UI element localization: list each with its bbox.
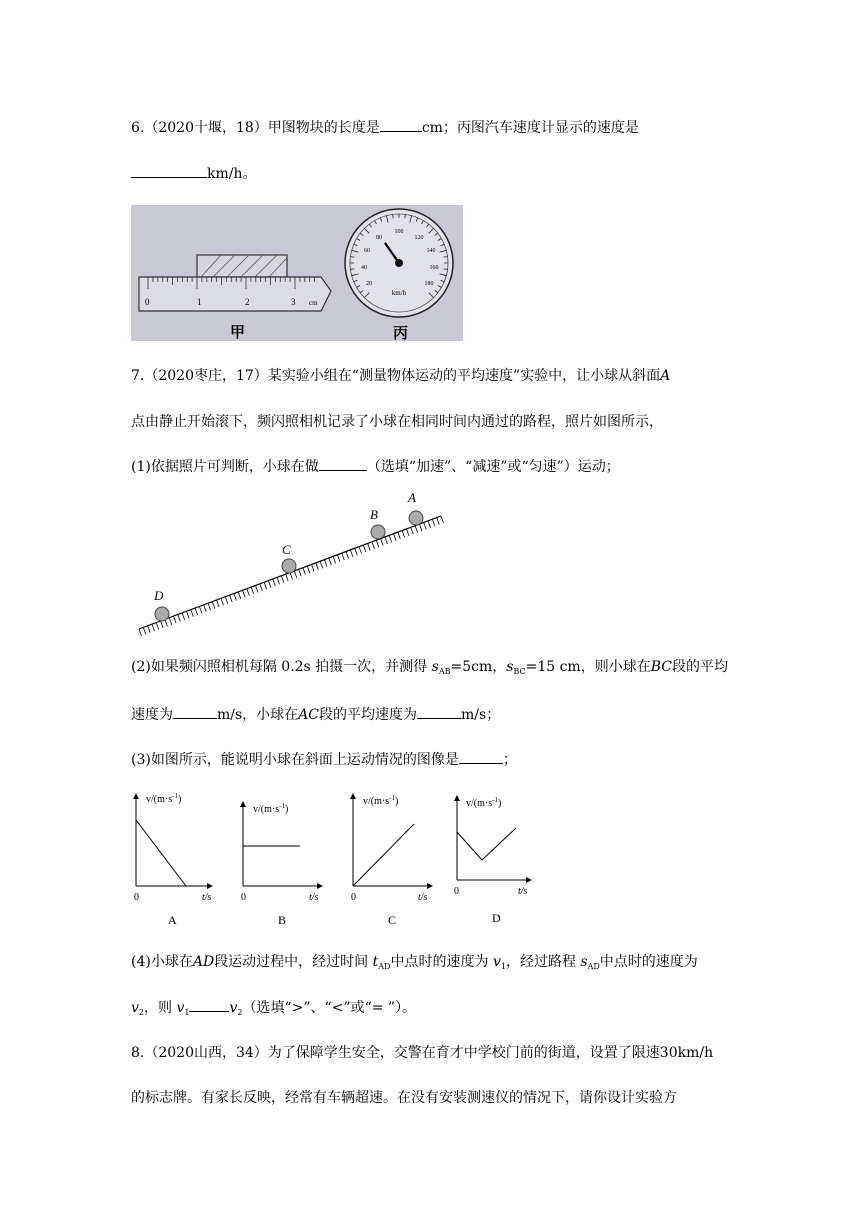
hatch-mark (195, 608, 198, 615)
hatch-mark (389, 535, 392, 542)
incline-hatching (139, 516, 444, 636)
hatch-mark (437, 518, 440, 525)
hatch-mark (376, 540, 379, 547)
gauge-tick (405, 214, 406, 218)
svg-text:0: 0 (351, 892, 356, 903)
hatch-mark (225, 597, 228, 604)
needle-hub (395, 259, 403, 267)
graph-a-letter: A (168, 913, 177, 927)
hatch-mark (394, 534, 397, 541)
hatch-mark (441, 516, 444, 523)
svg-text:0: 0 (454, 886, 459, 897)
hatch-mark (139, 629, 142, 636)
hatch-mark (152, 624, 155, 631)
hatch-mark (221, 598, 224, 605)
hatch-mark (329, 558, 332, 565)
hatch-mark (212, 602, 215, 609)
q7-part4-line-1: (4)小球在AD段运动过程中，经过时间 $t_{AD}$中点时的速度为 $v_1$，经过路程 $s_{AD}$中点时的速度为 (131, 954, 698, 971)
graph-b (241, 802, 322, 927)
hatch-mark (342, 553, 345, 560)
hatch-mark (419, 524, 422, 531)
ball-d (155, 607, 169, 621)
graph-c-letter: C (388, 913, 397, 927)
hatch-mark (398, 532, 401, 539)
hatch-mark (432, 519, 435, 526)
speedometer-unit: km/h (391, 289, 407, 297)
graph-d-line (457, 828, 516, 860)
answer-blank[interactable] (131, 163, 207, 178)
svg-text:140: 140 (426, 248, 436, 254)
hatch-mark (372, 542, 375, 549)
ruler-label-1: 1 (197, 297, 202, 307)
svg-text:v/(m·s-1): $v/(m\cdot s^{-1})$ (466, 796, 502, 809)
svg-text:0: 0 (134, 892, 139, 903)
svg-text:0: 0 (241, 892, 246, 903)
graph-d (454, 796, 531, 925)
hatch-mark (174, 616, 177, 623)
q7-line-2: 点由静止开始滚下，频闪照相机记录了小球在相同时间内通过的路程，照片如图所示， (131, 414, 663, 430)
q7-line-1: 7.（2020枣庄，17）某实验小组在“测量物体运动的平均速度”实验中，让小球从斜面A (131, 368, 671, 384)
hatch-mark (156, 623, 159, 630)
graph-c (351, 794, 432, 927)
hatch-mark (186, 611, 189, 618)
incline-figure (131, 486, 449, 644)
svg-text:v/(m·s-1): $v/(m\cdot s^{-1})$ (253, 802, 289, 815)
hatch-mark (359, 547, 362, 554)
hatch-mark (199, 606, 202, 613)
answer-blank[interactable] (173, 704, 217, 719)
ball-a (409, 511, 423, 525)
ruler-label-3: 3 (291, 297, 296, 307)
svg-text:v/(m·s-1): $v/(m\cdot s^{-1})$ (363, 794, 399, 807)
hatch-mark (325, 560, 328, 567)
q6-line-2: km/h。 (131, 163, 257, 184)
gauge-tick (444, 257, 448, 258)
hatch-mark (286, 574, 289, 581)
answer-blank[interactable] (319, 456, 367, 471)
hatch-mark (230, 595, 233, 602)
svg-text:60: 60 (364, 248, 370, 254)
ruler-unit: cm (309, 299, 318, 307)
figure-label-bing: 丙 (393, 326, 409, 341)
hatch-mark (281, 576, 284, 583)
hatch-mark (260, 584, 263, 591)
hatch-mark (312, 564, 315, 571)
hatch-mark (290, 573, 293, 580)
answer-blank[interactable] (417, 704, 461, 719)
svg-text:20: 20 (366, 281, 372, 287)
hatch-mark (243, 590, 246, 597)
label-c: C (282, 542, 291, 557)
hatch-mark (320, 561, 323, 568)
hatch-mark (247, 589, 250, 596)
hatch-mark (294, 571, 297, 578)
hatch-mark (337, 555, 340, 562)
answer-blank[interactable] (380, 117, 422, 132)
hatch-mark (363, 545, 366, 552)
label-a: A (408, 490, 416, 505)
hatch-mark (428, 521, 431, 528)
ruler-label-2: 2 (245, 297, 250, 307)
hatch-mark (169, 618, 172, 625)
hatch-mark (277, 577, 280, 584)
hatch-mark (381, 539, 384, 546)
hatch-mark (191, 610, 194, 617)
svg-text:t/s: t/s (309, 892, 319, 903)
gauge-tick (350, 257, 354, 258)
gauge-tick (444, 269, 448, 270)
svg-text:120: 120 (414, 235, 424, 241)
q7-part3: (3)如图所示，能说明小球在斜面上运动情况的图像是 ； (131, 749, 517, 770)
gauge-tick (350, 269, 354, 270)
q7-part2-line-2: 速度为 m/s，小球在AC段的平均速度为 m/s； (131, 704, 500, 725)
q7-part2-line-1: (2)如果频闪照相机每隔 0.2s 拍摄一次，并测得 $s_{AB}=5cm$，$s_{BC}=15$ cm，则小球在BC段的平均 (131, 659, 728, 676)
q8-line-1: 8.（2020山西，34）为了保障学生安全，交警在育才中学校门前的街道，设置了限速30km/h (131, 1045, 714, 1061)
hatch-mark (148, 626, 151, 633)
label-d: D (154, 588, 164, 603)
hatch-mark (268, 581, 271, 588)
hatch-mark (234, 593, 237, 600)
hatch-mark (251, 587, 254, 594)
svg-text:80: 80 (376, 235, 382, 241)
hatch-mark (424, 522, 427, 529)
graph-b-letter: B (278, 913, 287, 927)
hatch-mark (411, 527, 414, 534)
hatch-mark (385, 537, 387, 544)
hatch-mark (238, 592, 241, 599)
svg-text:180: 180 (424, 281, 434, 287)
q7-part4-line-2: $v_2$，则 $v_1$ $v_2$（选填“>”、“<”或“= ”）。 (131, 997, 416, 1023)
hatch-mark (355, 548, 358, 555)
hatch-mark (333, 556, 336, 563)
hatch-mark (307, 566, 310, 573)
vt-graphs-figure (126, 788, 536, 930)
hatch-mark (161, 621, 164, 628)
answer-blank[interactable] (189, 997, 229, 1012)
hatch-mark (204, 605, 207, 612)
hatch-mark (208, 603, 211, 610)
svg-text:100: 100 (394, 229, 404, 235)
hatch-mark (346, 552, 349, 559)
hatch-mark (415, 526, 418, 533)
hatch-mark (406, 529, 409, 536)
graph-d-letter: D (492, 911, 501, 925)
svg-text:40: 40 (361, 265, 367, 271)
gauge-tick (393, 214, 394, 218)
svg-text:160: 160 (429, 265, 439, 271)
svg-text:v/(m·s-1): $v/(m\cdot s^{-1})$ (146, 792, 182, 805)
hatch-mark (316, 563, 319, 570)
q7-part1: (1)依据照片可判断，小球在做 （选填“加速”、“减速”或“匀速”）运动； (131, 456, 620, 477)
ball-b (371, 525, 385, 539)
hatch-mark (273, 579, 276, 586)
q6-line-1: 6.（2020十堰，18）甲图物块的长度是 cm；丙图汽车速度计显示的速度是 (131, 117, 639, 138)
hatch-mark (178, 614, 181, 621)
hatch-mark (350, 550, 353, 557)
hatch-mark (143, 627, 146, 634)
q8-line-2: 的标志牌。有家长反映，经常有车辆超速。在没有安装测速仪的情况下，请你设计实验方 (131, 1090, 677, 1106)
ball-c (282, 559, 296, 573)
ruler (139, 277, 331, 311)
graph-c-line (353, 824, 414, 886)
hatch-mark (303, 568, 306, 575)
graph-a (134, 792, 212, 927)
hatch-mark (264, 582, 267, 589)
ruler-speedometer-figure (131, 205, 463, 341)
figure-label-jia: 甲 (230, 325, 246, 341)
ruler-label-0: 0 (145, 297, 150, 307)
hatch-mark (255, 585, 258, 592)
answer-blank[interactable] (459, 749, 503, 764)
svg-text:t/s: t/s (518, 886, 528, 897)
hatch-mark (368, 543, 371, 550)
svg-text:t/s: t/s (202, 892, 212, 903)
hatch-mark (182, 613, 185, 620)
hatch-mark (402, 531, 405, 538)
label-b: B (370, 507, 378, 522)
hatch-mark (217, 600, 220, 607)
graph-a-line (136, 820, 186, 886)
hatch-mark (299, 569, 302, 576)
svg-text:t/s: t/s (418, 892, 428, 903)
